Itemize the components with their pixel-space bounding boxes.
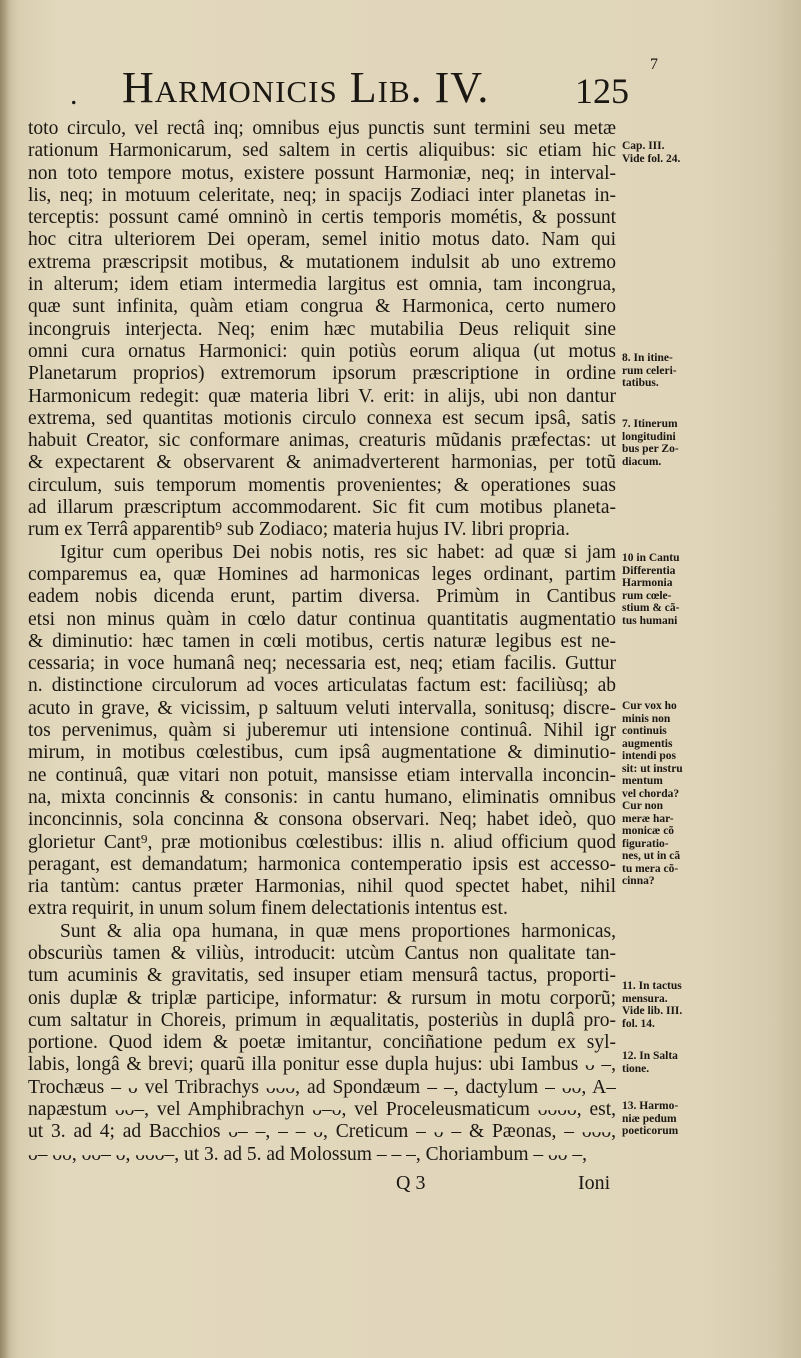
text-line: rum ex Terrâ apparentib⁹ sub Zodiaco; materia hujus IV. libri propria. xyxy=(28,519,570,541)
text-line: extra requirit, in unum solum finem delectationis intentus est. xyxy=(28,898,508,920)
text-line: eadem nobis dicenda erunt, partim diversa. Primùm in Cantibus xyxy=(28,586,616,608)
catchword: Ioni xyxy=(578,1172,611,1195)
text-line: non toto tempore motus, existere possunt Harmoniæ, neq; in interval- xyxy=(28,162,616,184)
margin-note: Cap. III. Vide fol. 24. xyxy=(622,140,681,165)
text-line: tum acuminis & gravitatis, sed insuper etiam mensurâ tactus, proporti- xyxy=(28,965,616,987)
running-header xyxy=(70,62,670,112)
text-line: n. distinctione circulorum ad voces articulatas factum est: faciliùsq; ab xyxy=(28,675,616,697)
text-line: inconcinnis, sola concinna & consona observari. Neq; habet ideò, quo xyxy=(28,809,616,831)
text-line: ut 3. ad 4; ad Bacchios ᴗ– –, – – ᴗ, Creticum – ᴗ – & Pæonas, – ᴗᴗᴗ, xyxy=(28,1121,616,1143)
text-line: Igitur cum operibus Dei nobis notis, res sic habet: ad quæ si jam xyxy=(60,541,616,563)
page-footer xyxy=(0,1172,801,1198)
text-line: omni cura ornatus Harmonici: quin potiùs eorum aliqua (ut motus xyxy=(28,340,616,362)
text-line: acuto in grave, & vicissim, p saltuum veluti intervalla, sonitusq; discre- xyxy=(28,697,616,719)
text-line: etsi non minus quàm in cœlo datur continua quantitatis augmentatio xyxy=(28,608,616,630)
signature-mark: Q 3 xyxy=(396,1172,426,1195)
text-line: Harmonicum redegit: quæ materia libri V. erit: in alijs, ubi non dantur xyxy=(28,385,616,407)
text-line: portione. Quod idem & poetæ imitantur, conciñatione pedum ex syl- xyxy=(28,1032,616,1054)
text-line: hoc citra ulteriorem Dei operam, semel initio motus dato. Nam qui xyxy=(28,229,616,251)
text-line: in alterum; idem etiam intermedia largitus est omnia, tam incongrua, xyxy=(28,274,616,296)
text-line: labis, longâ & brevi; quarũ illa ponitur esse dupla hujus: ubi Iambus ᴗ –, xyxy=(28,1054,616,1076)
text-line: na, mixta concinnis & consonis: in cantu humano, eliminatis omnibus xyxy=(28,786,616,808)
text-line: peragant, est demandatum; harmonica contemperatio ipsis est accesso- xyxy=(28,853,616,875)
margin-note: 10 in Cantu Differentia Harmonia rum cœle- stium & cã- tus humani xyxy=(622,552,680,627)
margin-note: 8. In itine- rum celeri- tatibus. xyxy=(622,352,677,389)
text-line: & expectarent & observarent & animadverterent harmonias, per totũ xyxy=(28,452,616,474)
text-line: rationum Harmonicarum, sed saltem in certis aliquibus: sic etiam hic xyxy=(28,140,616,162)
text-line: ne continuâ, quæ vitari non potuit, mansisse etiam intervalla inconcin- xyxy=(28,764,616,786)
corner-mark: 7 xyxy=(650,56,658,73)
text-line: lis, neq; in motuum celeritate, neq; in spacijs Zodiaci inter planetas in- xyxy=(28,184,616,206)
text-line: toto circulo, vel rectâ inq; omnibus ejus punctis sunt termini seu metæ xyxy=(28,118,616,139)
header-dot: . xyxy=(70,78,78,111)
text-line: extrema præscripsit motibus, & mutationem indulsit ab uno extremo xyxy=(28,251,616,273)
text-line: mirum, in motibus cœlestibus, cum ipsâ augmentatione & diminutio- xyxy=(28,742,616,764)
page-number: 125 xyxy=(575,71,629,111)
text-line: quæ sunt infinita, quàm etiam congrua & Harmonica, certo numero xyxy=(28,296,616,318)
running-title: Harmonicis Lib. IV. xyxy=(122,63,490,112)
text-line: comparemus ea, quæ Homines ad harmonicas leges ordinant, partim xyxy=(28,563,616,585)
margin-note: 13. Harmo- niæ pedum poeticorum xyxy=(622,1100,679,1137)
page-gutter-shadow xyxy=(0,0,10,1358)
text-line: onis duplæ & triplæ participe, informatur: & rursum in motu corporũ; xyxy=(28,987,616,1009)
text-line: cessaria; in voce humanâ neq; necessaria est, neq; etiam facilis. Guttur xyxy=(28,653,616,675)
margin-note: 12. In Salta tione. xyxy=(622,1050,678,1075)
text-line: & diminutio: hæc tamen in cœli motibus, certis naturæ legibus est ne- xyxy=(28,630,616,652)
main-text-block xyxy=(28,118,616,1166)
text-line: incongruis interjecta. Neq; enim hæc mutabilia Deus reliquit sine xyxy=(28,318,616,340)
text-line: Sunt & alia opa humana, in quæ mens proportiones harmonicas, xyxy=(60,920,616,942)
text-line: circulum, suis temporum momentis provenientes; & operationes suas xyxy=(28,474,616,496)
margin-note: 7. Itinerum longitudini bus per Zo- diacum. xyxy=(622,418,679,468)
text-line: tos pervenimus, quàm si juberemur uti intensione continuâ. Nihil igr xyxy=(28,720,616,742)
text-line: extrema, sed quantitas motionis circulo connexa est secum ipsâ, satis xyxy=(28,407,616,429)
text-line: habuit Creator, sic conformare animas, creaturis mũdanis præfectas: ut xyxy=(28,430,616,452)
margin-note: 11. In tactus mensura. Vide lib. III. fol. 14. xyxy=(622,980,683,1030)
text-line: Trochæus – ᴗ vel Tribrachys ᴗᴗᴗ, ad Spondæum – –, dactylum – ᴗᴗ, A– xyxy=(28,1076,616,1098)
text-line: ria tantùm: cantus præter Harmonias, nihil quod spectet habet, nihil xyxy=(28,876,616,898)
text-line: obscuriùs tamen & viliùs, introducit: utcùm Cantus non qualitate tan- xyxy=(28,942,616,964)
text-line: ᴗ– ᴗᴗ, ᴗᴗ– ᴗ, ᴗᴗᴗ–, ut 3. ad 5. ad Molossum – – –, Choriambum – ᴗᴗ –, xyxy=(28,1143,587,1165)
text-line: napæstum ᴗᴗ–, vel Amphibrachyn ᴗ–ᴗ, vel Proceleusmaticum ᴗᴗᴗᴗ, est, xyxy=(28,1099,616,1121)
text-line: cum saltatur in Choreis, primum in æqualitatis, posteriùs in duplâ pro- xyxy=(28,1009,616,1031)
text-line: ad illarum præscriptum accommodarent. Sic fit cum motibus planeta- xyxy=(28,497,616,519)
text-line: glorietur Cant⁹, præ motionibus cœlestibus: illis n. aliud officium quod xyxy=(28,831,616,853)
margin-note: Cur vox ho minis non continuis augmentis intendi pos sit: ut instru mentum vel chorda? Cur non meræ har- monicæ cõ figuratio- nes, ut in cã tu mera cõ- cinna? xyxy=(622,700,683,887)
text-line: terceptis: possunt camé omninò in certis temporis mométis, & possunt xyxy=(28,207,616,229)
text-line: Planetarum proprios) extremorum ipsorum præscriptione in ordine xyxy=(28,363,616,385)
